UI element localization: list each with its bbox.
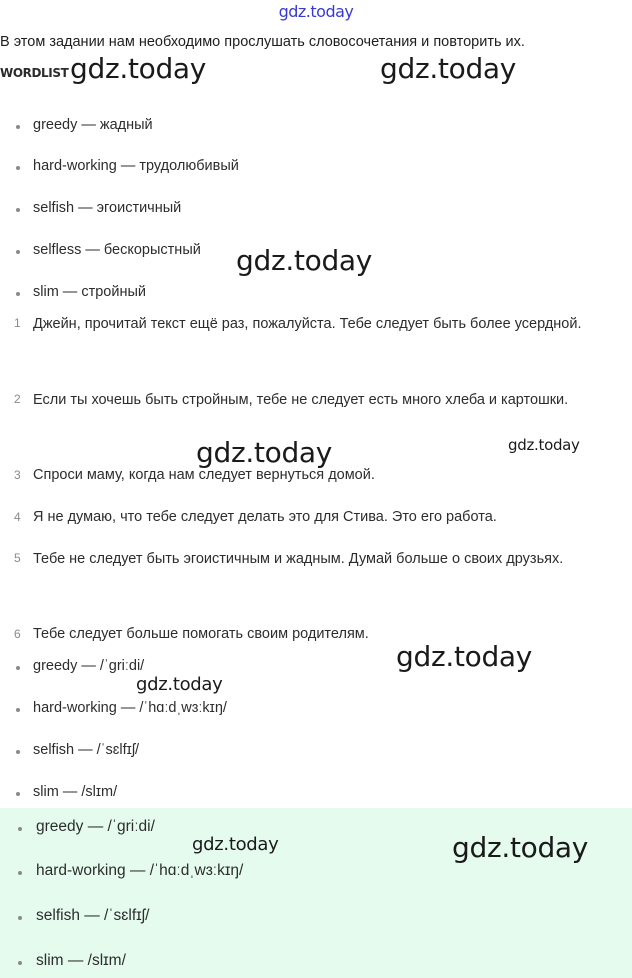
bullet-icon — [18, 916, 22, 920]
sentence-text: Тебе не следует быть эгоистичным и жадным. Думай больше о своих друзьях. — [33, 551, 564, 567]
watermark: gdz.today — [136, 674, 223, 695]
site-logo[interactable]: gdz.today — [278, 2, 354, 21]
bullet-icon — [16, 292, 20, 296]
sentence-text: Джейн, прочитай текст ещё раз, пожалуйста. Тебе следует быть более усердной. — [33, 316, 582, 332]
list-item-text: selfless — бескорыстный — [33, 242, 201, 258]
wordlist-heading: WORDLIST — [0, 66, 69, 80]
bullet-icon — [18, 827, 22, 831]
list-item-text: hard-working — /ˈhɑːdˌwɜːkɪŋ/ — [36, 862, 244, 879]
bullet-icon — [16, 208, 20, 212]
sentence-number: 1 — [14, 316, 21, 330]
bullet-icon — [16, 166, 20, 170]
sentence-text: Спроси маму, когда нам следует вернуться домой. — [33, 467, 375, 483]
bullet-icon — [18, 961, 22, 965]
bullet-icon — [16, 750, 20, 754]
bullet-icon — [16, 666, 20, 670]
sentence-number: 6 — [14, 627, 21, 641]
sentence-text: Если ты хочешь быть стройным, тебе не следует есть много хлеба и картошки. — [33, 392, 569, 408]
list-item-text: selfish — /ˈsɛlfɪʃ/ — [36, 907, 150, 924]
list-item-text: hard-working — трудолюбивый — [33, 158, 239, 174]
sentence-number: 3 — [14, 468, 21, 482]
list-item-text: hard-working — /ˈhɑːdˌwɜːkɪŋ/ — [33, 700, 227, 716]
list-item-text: slim — /slɪm/ — [33, 784, 118, 800]
watermark: gdz.today — [236, 244, 373, 277]
bullet-icon — [16, 125, 20, 129]
list-item-text: selfish — эгоистичный — [33, 200, 182, 216]
sentence-text: Я не думаю, что тебе следует делать это для Стива. Это его работа. — [33, 509, 497, 525]
sentence-number: 5 — [14, 551, 21, 565]
bullet-icon — [16, 708, 20, 712]
watermark: gdz.today — [70, 52, 207, 85]
watermark: gdz.today — [396, 640, 533, 673]
list-item-text: greedy — жадный — [33, 117, 153, 133]
sentence-number: 4 — [14, 510, 21, 524]
list-item-text: selfish — /ˈsɛlfɪʃ/ — [33, 742, 140, 758]
bullet-icon — [16, 250, 20, 254]
list-item-text: slim — стройный — [33, 284, 146, 300]
list-item-text: greedy — /ˈɡriːdi/ — [33, 658, 145, 674]
sentence-number: 2 — [14, 392, 21, 406]
watermark: gdz.today — [196, 436, 333, 469]
bullet-icon — [16, 792, 20, 796]
watermark: gdz.today — [380, 52, 517, 85]
list-item-text: slim — /slɪm/ — [36, 952, 126, 969]
list-item-text: greedy — /ˈɡriːdi/ — [36, 818, 155, 835]
intro-text: В этом задании нам необходимо прослушать словосочетания и повторить их. — [0, 34, 525, 50]
sentence-text: Тебе следует больше помогать своим родителям. — [33, 626, 369, 642]
watermark: gdz.today — [508, 436, 580, 454]
watermark: gdz.today — [192, 834, 279, 855]
watermark: gdz.today — [452, 831, 589, 864]
bullet-icon — [18, 871, 22, 875]
